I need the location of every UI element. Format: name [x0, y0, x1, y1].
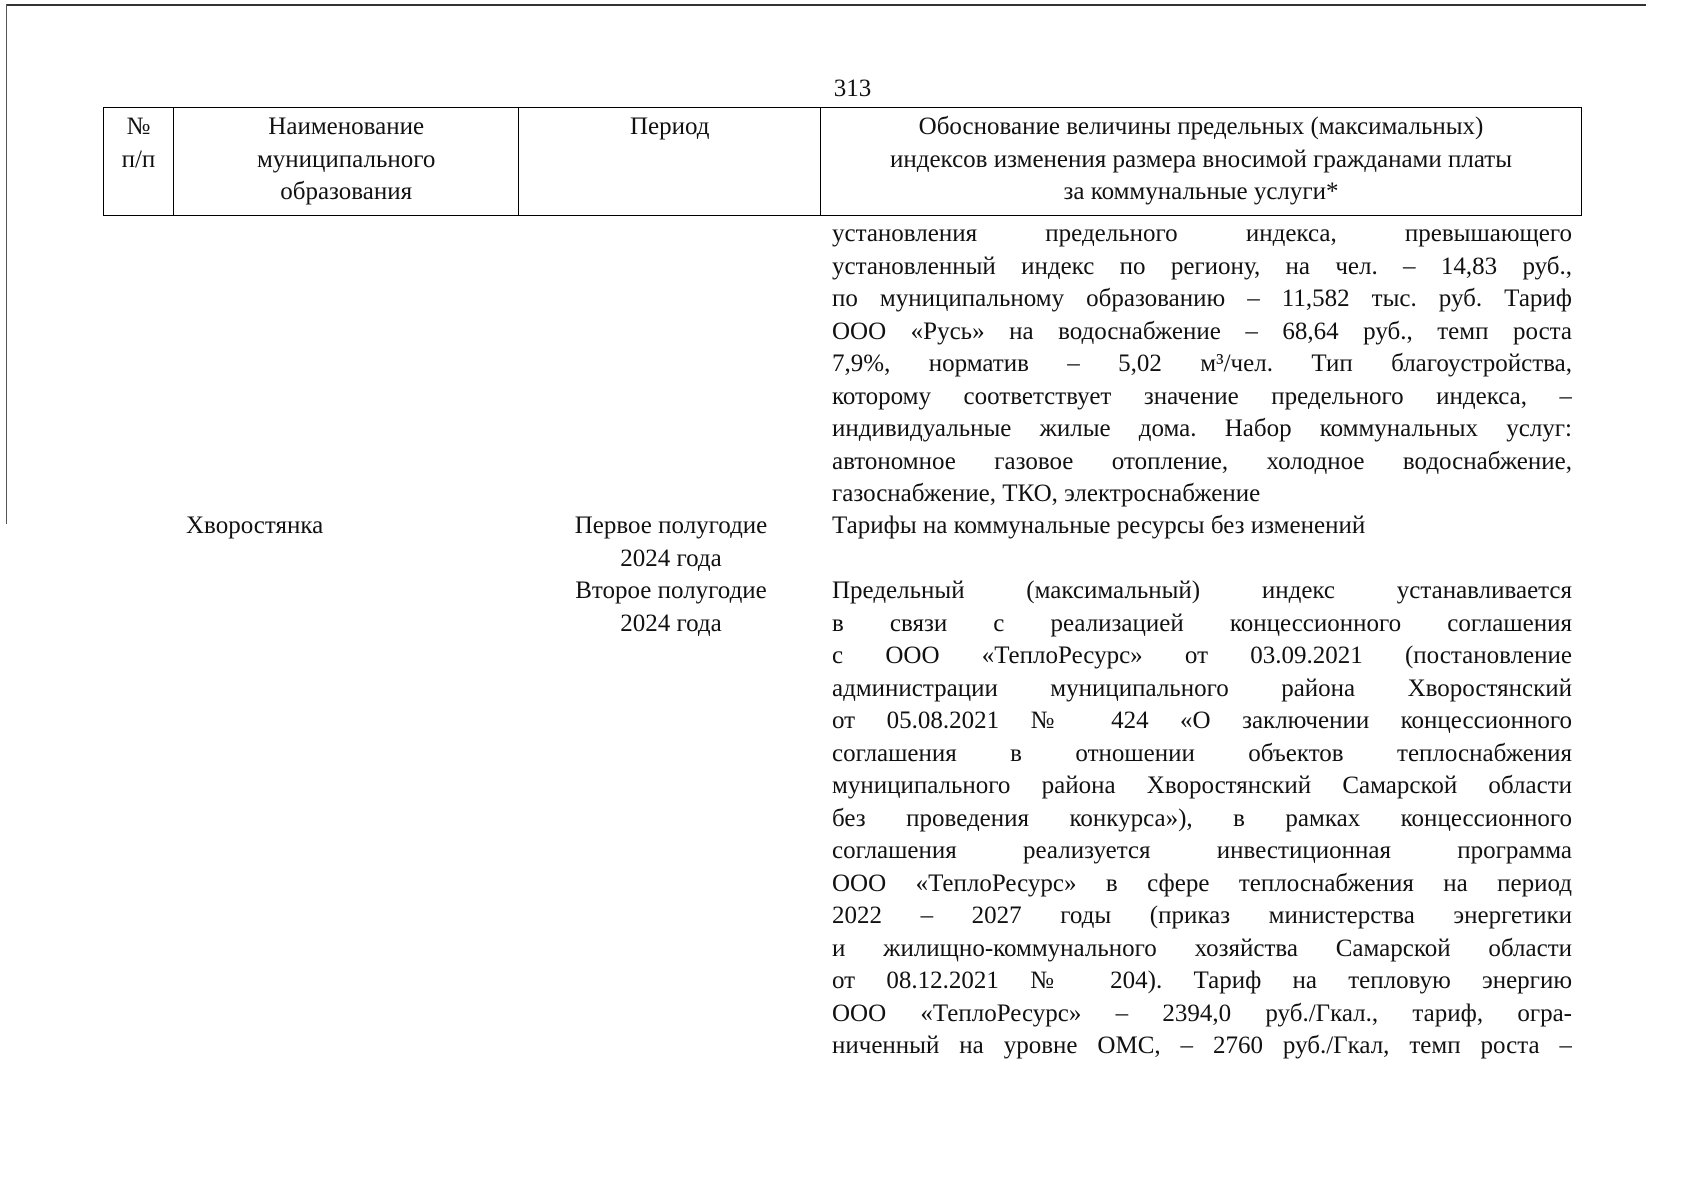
text-line: от 08.12.2021 № 204). Тариф на тепловую энергию	[832, 967, 1572, 994]
header-justification-line: индексов изменения размера вносимой гражданами платы	[889, 145, 1513, 173]
text-line: 2022 – 2027 годы (приказ министерства энергетики	[832, 902, 1572, 929]
header-period-cell	[519, 108, 821, 215]
text-line: в связи с реализацией концессионного соглашения	[832, 609, 1572, 637]
header-number-cell	[104, 108, 174, 215]
text-line: и жилищно-коммунального хозяйства Самарской области	[832, 934, 1572, 962]
text-line: без проведения конкурса»), в рамках концессионного	[832, 804, 1572, 832]
page-number: 313	[833, 75, 872, 102]
text-line: от 05.08.2021 № 424 «О заключении концессионного	[832, 707, 1572, 734]
text-line: ООО «Русь» на водоснабжение – 68,64 руб., темп роста	[832, 317, 1572, 345]
continuation-text-block	[832, 218, 1572, 511]
header-number-line: п/п	[121, 145, 156, 173]
text-line: по муниципальному образованию – 11,582 тыс. руб. Тариф	[832, 285, 1572, 312]
period-line: Второе полугодие	[575, 577, 767, 604]
header-municipality-cell	[174, 108, 520, 215]
period-line: Первое полугодие	[574, 512, 768, 539]
text-line: Предельный (максимальный) индекс устанавливается	[832, 577, 1572, 604]
header-number-line: №	[126, 113, 151, 140]
text-line: ООО «ТеплоРесурс» в сфере теплоснабжения на период	[832, 869, 1572, 897]
header-period-line: Период	[629, 113, 710, 140]
text-line: 7,9%, норматив – 5,02 м³/чел. Тип благоустройства,	[832, 350, 1572, 377]
period-second-half	[520, 575, 822, 640]
header-municipality-line: образования	[280, 178, 413, 205]
header-justification-cell	[821, 108, 1581, 215]
period-first-half	[520, 510, 822, 575]
text-line: ООО «ТеплоРесурс» – 2394,0 руб./Гкал., тариф, огра-	[832, 999, 1572, 1027]
scan-edge-top	[6, 4, 1646, 6]
text-line: администрации муниципального района Хворостянский	[832, 674, 1572, 702]
period-line: 2024 года	[620, 609, 722, 637]
text-line: соглашения реализуется инвестиционная программа	[832, 837, 1572, 864]
text-line: соглашения в отношении объектов теплоснабжения	[832, 739, 1572, 767]
header-justification-line: Обоснование величины предельных (максимальных)	[918, 113, 1484, 140]
text-line: индивидуальные жилые дома. Набор коммунальных услуг:	[832, 415, 1572, 442]
period-line: 2024 года	[620, 544, 722, 572]
text-line: установления предельного индекса, превышающего	[832, 220, 1572, 247]
header-municipality-line: муниципального	[256, 145, 436, 173]
table-header-row	[103, 107, 1582, 216]
text-line: установленный индекс по региону, на чел. – 14,83 руб.,	[832, 252, 1572, 280]
text-line: ниченный на уровне ОМС, – 2760 руб./Гкал, темп роста –	[832, 1032, 1572, 1059]
text-line: Тарифы на коммунальные ресурсы без изменений	[832, 512, 1366, 539]
header-municipality-line: Наименование	[268, 113, 425, 140]
justification-first-half	[832, 510, 1572, 543]
text-line: автономное газовое отопление, холодное водоснабжение,	[832, 447, 1572, 475]
text-line: газоснабжение, ТКО, электроснабжение	[832, 480, 1261, 507]
municipality-name: Хворостянка	[186, 512, 324, 539]
text-line: с ООО «ТеплоРесурс» от 03.09.2021 (постановление	[832, 642, 1572, 669]
header-justification-line: за коммунальные услуги*	[1063, 178, 1339, 205]
justification-second-half	[832, 575, 1572, 1063]
text-line: муниципального района Хворостянский Самарской области	[832, 772, 1572, 799]
text-line: которому соответствует значение предельного индекса, –	[832, 382, 1572, 410]
